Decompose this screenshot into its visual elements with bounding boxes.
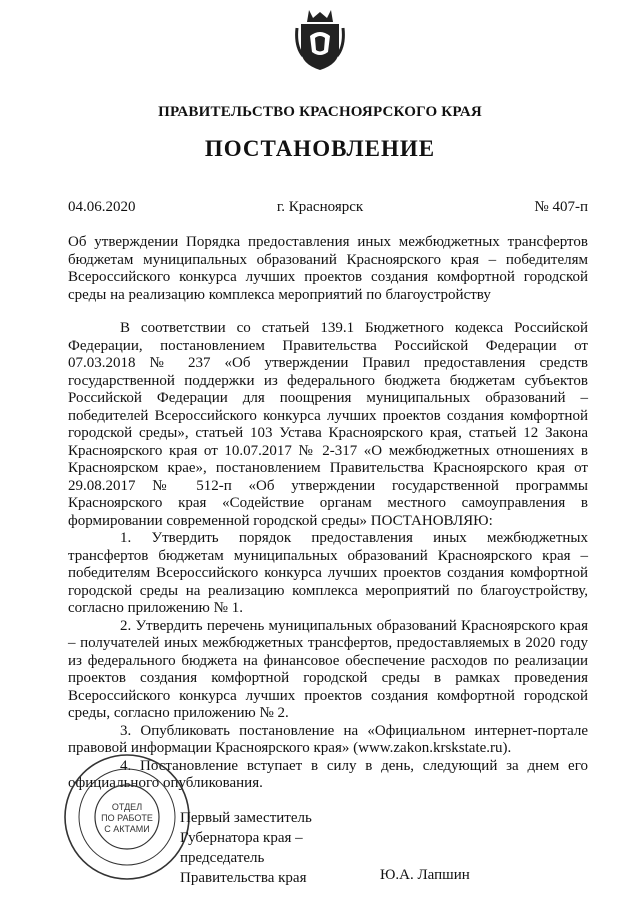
government-name: ПРАВИТЕЛЬСТВО КРАСНОЯРСКОГО КРАЯ	[158, 104, 482, 120]
clause-4: 4. Постановление вступает в силу в день, следующий за днем его официального опубликования.	[68, 757, 588, 791]
clause-3: 3. Опубликовать постановление на «Официальном интернет-портале правовой информации Красноярского края» (www.zakon.krskstate.ru).	[68, 722, 588, 756]
document-date: 04.06.2020	[68, 199, 136, 215]
coat-of-arms-icon	[295, 6, 345, 72]
signer-name: Ю.А. Лапшин	[380, 867, 470, 883]
document-city: г. Красноярск	[276, 199, 364, 215]
document-body	[68, 320, 588, 793]
document-number: № 407-п	[534, 199, 588, 215]
signer-position-2: Губернатора края –	[180, 830, 303, 846]
document-type-title: ПОСТАНОВЛЕНИЕ	[204, 136, 436, 161]
signer-position-1: Первый заместитель	[180, 810, 312, 826]
stamp-line-2: ПО РАБОТЕ	[101, 813, 153, 823]
stamp-line-3: С АКТАМИ	[104, 824, 150, 834]
signer-position-3: председатель	[180, 850, 265, 866]
clause-2: 2. Утвердить перечень муниципальных образований Красноярского края – получателей иных межбюджетных трансфертов, предоставляемых в 2020 году из федерального бюджета на финансовое обеспечение расходов по реализации проектов создания комфортной городской среды в рамках проведения Всероссийского конкурса лучших проектов создания комфортной городской среды, согласно приложению № 2.	[68, 617, 588, 721]
preamble-paragraph: В соответствии со статьей 139.1 Бюджетного кодекса Российской Федерации, постановлением Правительства Российской Федерации от 07.03.2018 № 237 «Об утверждении Правил предоставления средств государственной поддержки из федерального бюджета бюджетам субъектов Российской Федерации для поощрения муниципальных образований – победителей Всероссийского конкурса лучших проектов создания комфортной городской среды», статьей 103 Устава Красноярского края, статьей 12 Закона Красноярского края от 10.07.2017 № 2-317 «О межбюджетных отношениях в Красноярском крае», постановлением Правительства Красноярского края от 29.08.2017 № 512-п «Об утверждении государственной программы Красноярского края «Содействие органам местного самоуправления в формировании современной городской среды» ПОСТАНОВЛЯЮ:	[68, 320, 588, 529]
signer-position-4: Правительства края	[180, 870, 307, 886]
signature-block	[180, 808, 312, 888]
stamp-line-1: ОТДЕЛ	[111, 802, 143, 812]
clause-1: 1. Утвердить порядок предоставления иных межбюджетных трансфертов бюджетам муниципальных образований Красноярского края – победителям Всероссийского конкурса лучших проектов создания комфортной городской среды на реализацию комплекса мероприятий по благоустройству, согласно приложению № 1.	[68, 530, 588, 616]
document-subject: Об утверждении Порядка предоставления иных межбюджетных трансфертов бюджетам муниципальных образований Красноярского края – победителям Всероссийского конкурса лучших проектов создания комфортной городской среды на реализацию комплекса мероприятий по благоустройству	[68, 234, 588, 303]
round-stamp	[62, 752, 192, 882]
